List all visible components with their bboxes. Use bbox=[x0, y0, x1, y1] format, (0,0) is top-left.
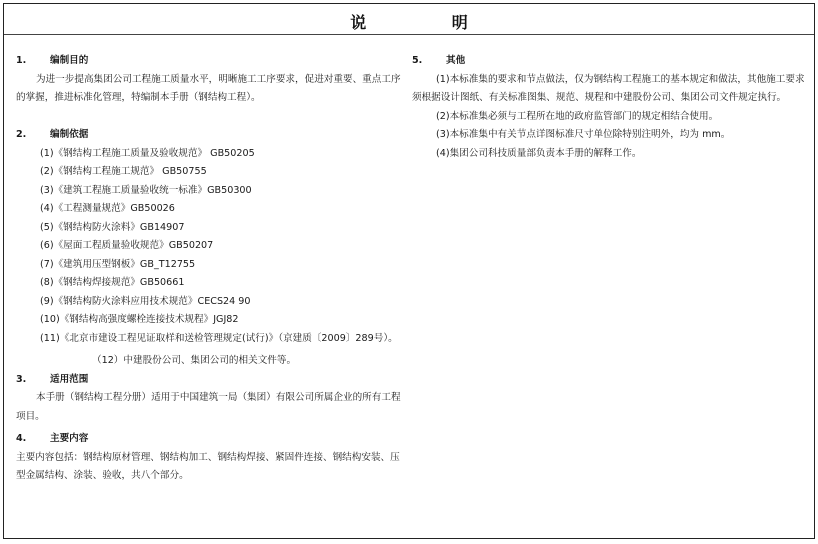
page-title: 说 明 bbox=[350, 13, 508, 32]
reference-item: (3)《建筑工程施工质量验收统一标准》GB50300 bbox=[40, 184, 252, 196]
section-4-title: 主要内容 bbox=[50, 433, 89, 444]
reference-item: (8)《钢结构焊接规范》GB50661 bbox=[40, 277, 185, 288]
other-item: (1)本标准集的要求和节点做法，仅为钢结构工程施工的基本规定和做法，其他施工要求须根据设计图纸、有关标准图集、规范、规程和中建股份公司、集团公司文件规定执行。 bbox=[412, 73, 805, 103]
section-3-number: 3. bbox=[16, 373, 27, 385]
other-item: (2)本标准集必须与工程所在地的政府监管部门的规定相结合使用。 bbox=[436, 110, 719, 122]
reference-item: (7)《建筑用压型钢板》GB_T12755 bbox=[40, 258, 196, 270]
right-column bbox=[412, 52, 812, 163]
title-bar bbox=[4, 4, 814, 35]
reference-item: (5)《钢结构防火涂料》GB14907 bbox=[40, 221, 185, 233]
section-5-number: 5. bbox=[412, 55, 423, 66]
reference-item: (11)《北京市建设工程见证取样和送检管理规定(试行)》（京建质〔2009〕289号）。 bbox=[40, 332, 398, 344]
reference-item: (6)《屋面工程质量验收规范》GB50207 bbox=[40, 240, 214, 251]
section-2-number: 2. bbox=[16, 129, 27, 140]
left-column bbox=[16, 52, 408, 486]
section-3-title: 适用范围 bbox=[50, 373, 89, 385]
reference-item: (9)《钢结构防火涂料应用技术规范》CECS24 90 bbox=[40, 295, 251, 307]
reference-item: (2)《钢结构工程施工规范》 GB50755 bbox=[40, 166, 207, 177]
section-1-number: 1. bbox=[16, 55, 27, 66]
section-4-heading bbox=[16, 430, 408, 449]
section-1-title: 编制目的 bbox=[50, 55, 89, 66]
section-5-heading bbox=[412, 52, 812, 71]
section-5-title: 其他 bbox=[446, 55, 466, 66]
other-item: (4)集团公司科技质量部负责本手册的解释工作。 bbox=[436, 147, 642, 159]
section-2-heading bbox=[16, 126, 408, 145]
reference-item: (1)《钢结构工程施工质量及验收规范》 GB50205 bbox=[40, 147, 255, 159]
reference-item: （12）中建股份公司、集团公司的相关文件等。 bbox=[92, 355, 297, 366]
reference-item: (10)《钢结构高强度螺栓连接技术规程》JGJ82 bbox=[40, 314, 239, 325]
section-4-body: 主要内容包括：钢结构原材管理、钢结构加工、钢结构焊接、紧固件连接、钢结构安装、压型金属结构、涂装、验收，共八个部分。 bbox=[16, 451, 400, 481]
other-item: (3)本标准集中有关节点详图标准尺寸单位除特别注明外，均为 mm。 bbox=[436, 129, 731, 140]
section-1-heading bbox=[16, 52, 408, 71]
section-4-number: 4. bbox=[16, 433, 27, 444]
reference-item: (4)《工程测量规范》GB50026 bbox=[40, 203, 175, 214]
section-3-heading bbox=[16, 371, 408, 390]
section-3-body: 本手册（钢结构工程分册）适用于中国建筑一局（集团）有限公司所属企业的所有工程项目。 bbox=[16, 392, 401, 422]
section-2-title: 编制依据 bbox=[50, 129, 89, 140]
section-1-body: 为进一步提高集团公司工程施工质量水平，明晰施工工序要求，促进对重要、重点工序的掌握，推进标准化管理，特编制本手册（钢结构工程）。 bbox=[16, 73, 401, 103]
